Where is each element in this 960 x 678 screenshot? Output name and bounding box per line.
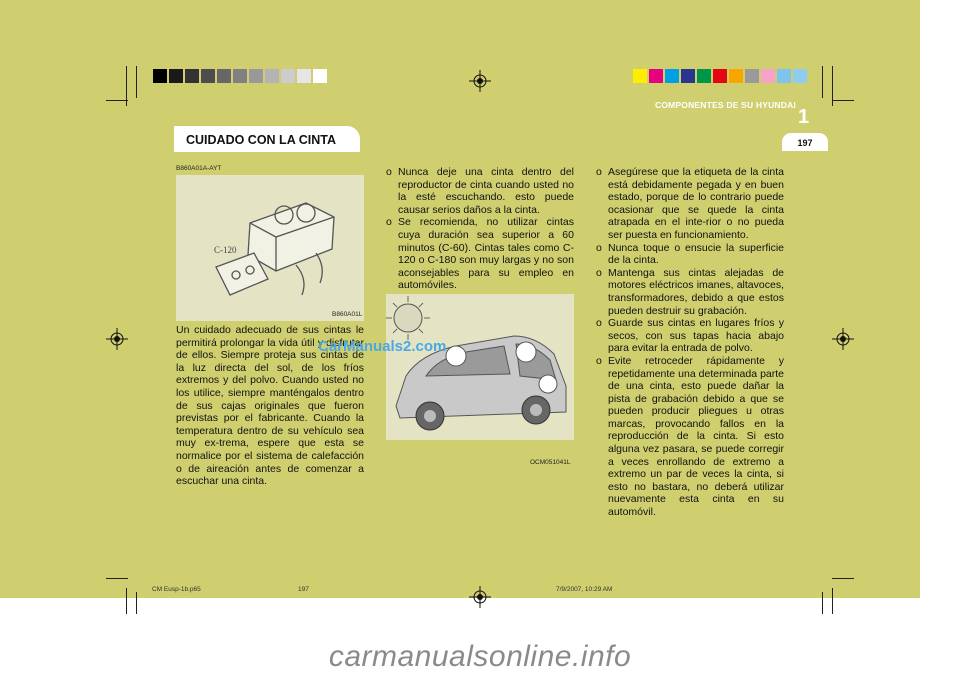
site-watermark[interactable]: carmanualsonline.info [328, 640, 632, 673]
crop-mark [832, 588, 833, 614]
list-item-text: Se recomienda, no utilizar cintas cuya duración sea superior a 60 minutos (C-60). Cintas tales como C-120 o C-180 son muy largas y no son aconsejables para su empleo en automóviles. [398, 216, 574, 292]
grayscale-calibration-bar [152, 68, 328, 84]
registration-mark-icon [469, 586, 491, 608]
registration-mark-icon [106, 328, 128, 350]
cassette-label: C-120 [214, 245, 237, 255]
list-item-text: Mantenga sus cintas alejadas de motores eléctricos imanes, altavoces, transformadores, debido a que estos pueden destruir su grabación. [608, 266, 784, 317]
watermark-link[interactable]: CarManuals2.com [318, 338, 447, 355]
crop-mark [136, 592, 137, 614]
list-item [596, 267, 784, 317]
list-item [596, 242, 784, 267]
calibration-swatch [648, 68, 664, 84]
calibration-swatch [296, 68, 312, 84]
registration-mark-icon [832, 328, 854, 350]
page-number: 197 [782, 133, 828, 151]
tips-list-column-3 [596, 166, 784, 519]
cassette-cartoon-icon [176, 175, 364, 321]
color-calibration-bar [632, 68, 808, 84]
list-item-text: Asegúrese que la etiqueta de la cinta está debidamente pegada y en buen estado, porque de lo contrario puede ocasionar que se quede la cinta atrapada en el inte-rior o no pueda ser puesta en funcionamiento. [608, 166, 784, 241]
bullet: o [596, 166, 602, 178]
calibration-swatch [248, 68, 264, 84]
bullet: o [596, 241, 602, 254]
tips-list-column-2 [386, 166, 574, 292]
calibration-swatch [632, 68, 648, 84]
figure-code: B860A01L [332, 311, 363, 318]
section-code: B860A01A-AYT [176, 165, 222, 172]
calibration-swatch [280, 68, 296, 84]
list-item [386, 216, 574, 292]
list-item [386, 166, 574, 216]
calibration-swatch [312, 68, 328, 84]
crop-mark [106, 578, 128, 579]
list-item [596, 166, 784, 242]
calibration-swatch [760, 68, 776, 84]
calibration-swatch [184, 68, 200, 84]
list-item-text: Nunca deje una cinta dentro del reproductor de cinta cuando usted no la esté escuchando. esto puede causar serios daños a la cinta. [398, 166, 574, 216]
bullet: o [596, 266, 602, 279]
figure-code: OCM051041L [530, 459, 571, 466]
calibration-swatch [200, 68, 216, 84]
footer-page: 197 [298, 586, 309, 593]
calibration-swatch [776, 68, 792, 84]
bullet: o [386, 216, 392, 229]
calibration-swatch [792, 68, 808, 84]
cassette-illustration [176, 175, 364, 321]
list-item-text: Evite retroceder rápidamente y repetidamente una determinada parte de una cinta, esto puede dañar la pista de grabación debido a que se pueden producir pliegues u otras marcas, provocando fallos en la reproducción de la cinta. Si esto alguna vez pasara, se puede corregir a veces enrollando de extremo a extremo un par de veces la cinta, si esto no bastara, no deberá utilizar nuevamente esta cinta en su automóvil. [608, 354, 784, 519]
crop-mark [822, 592, 823, 614]
bullet: o [596, 354, 602, 367]
calibration-swatch [152, 68, 168, 84]
calibration-swatch [232, 68, 248, 84]
calibration-swatch [680, 68, 696, 84]
crop-mark [106, 100, 128, 101]
section-header: COMPONENTES DE SU HYUNDAI [654, 100, 796, 110]
calibration-swatch [728, 68, 744, 84]
registration-mark-icon [469, 70, 491, 92]
calibration-swatch [264, 68, 280, 84]
crop-mark [136, 66, 137, 98]
intro-paragraph: Un cuidado adecuado de sus cintas le permitirá prolongar la vida útil y disfrutar de ellos. Siempre proteja sus cintas de la luz directa del sol, de los fríos extremos y del polvo. Cuando usted no los utilice, siempre manténgalos dentro de sus cajas originales que fueron previstas por el fabricante. Cuando la temperatura dentro de su vehículo sea muy ex-trema, espere que esta se normalice por el sistema de calefacción o de aireación antes de comenzar a escuchar una cinta. [176, 324, 364, 488]
calibration-swatch [168, 68, 184, 84]
bullet: o [596, 317, 602, 330]
calibration-swatch [744, 68, 760, 84]
calibration-swatch [696, 68, 712, 84]
calibration-swatch [216, 68, 232, 84]
bullet: o [386, 166, 392, 178]
list-item-text: Nunca toque o ensucie la superficie de la cinta. [608, 241, 784, 267]
crop-mark [832, 100, 854, 101]
list-item-text: Guarde sus cintas en lugares fríos y secos, con sus tapas hacia abajo para evitar la entrada de polvo. [608, 317, 784, 355]
calibration-swatch [664, 68, 680, 84]
footer-file: CM Eusp-1b.p65 [152, 586, 201, 593]
car-sun-illustration [386, 294, 574, 440]
page-title: CUIDADO CON LA CINTA [174, 126, 360, 152]
chapter-number: 1 [798, 106, 810, 128]
footer-date: 7/9/2007, 10:29 AM [556, 586, 613, 593]
crop-mark [832, 578, 854, 579]
calibration-swatch [712, 68, 728, 84]
list-item [596, 355, 784, 519]
crop-mark [126, 588, 127, 614]
list-item [596, 317, 784, 355]
car-sun-icon [386, 294, 574, 440]
crop-mark [822, 66, 823, 98]
